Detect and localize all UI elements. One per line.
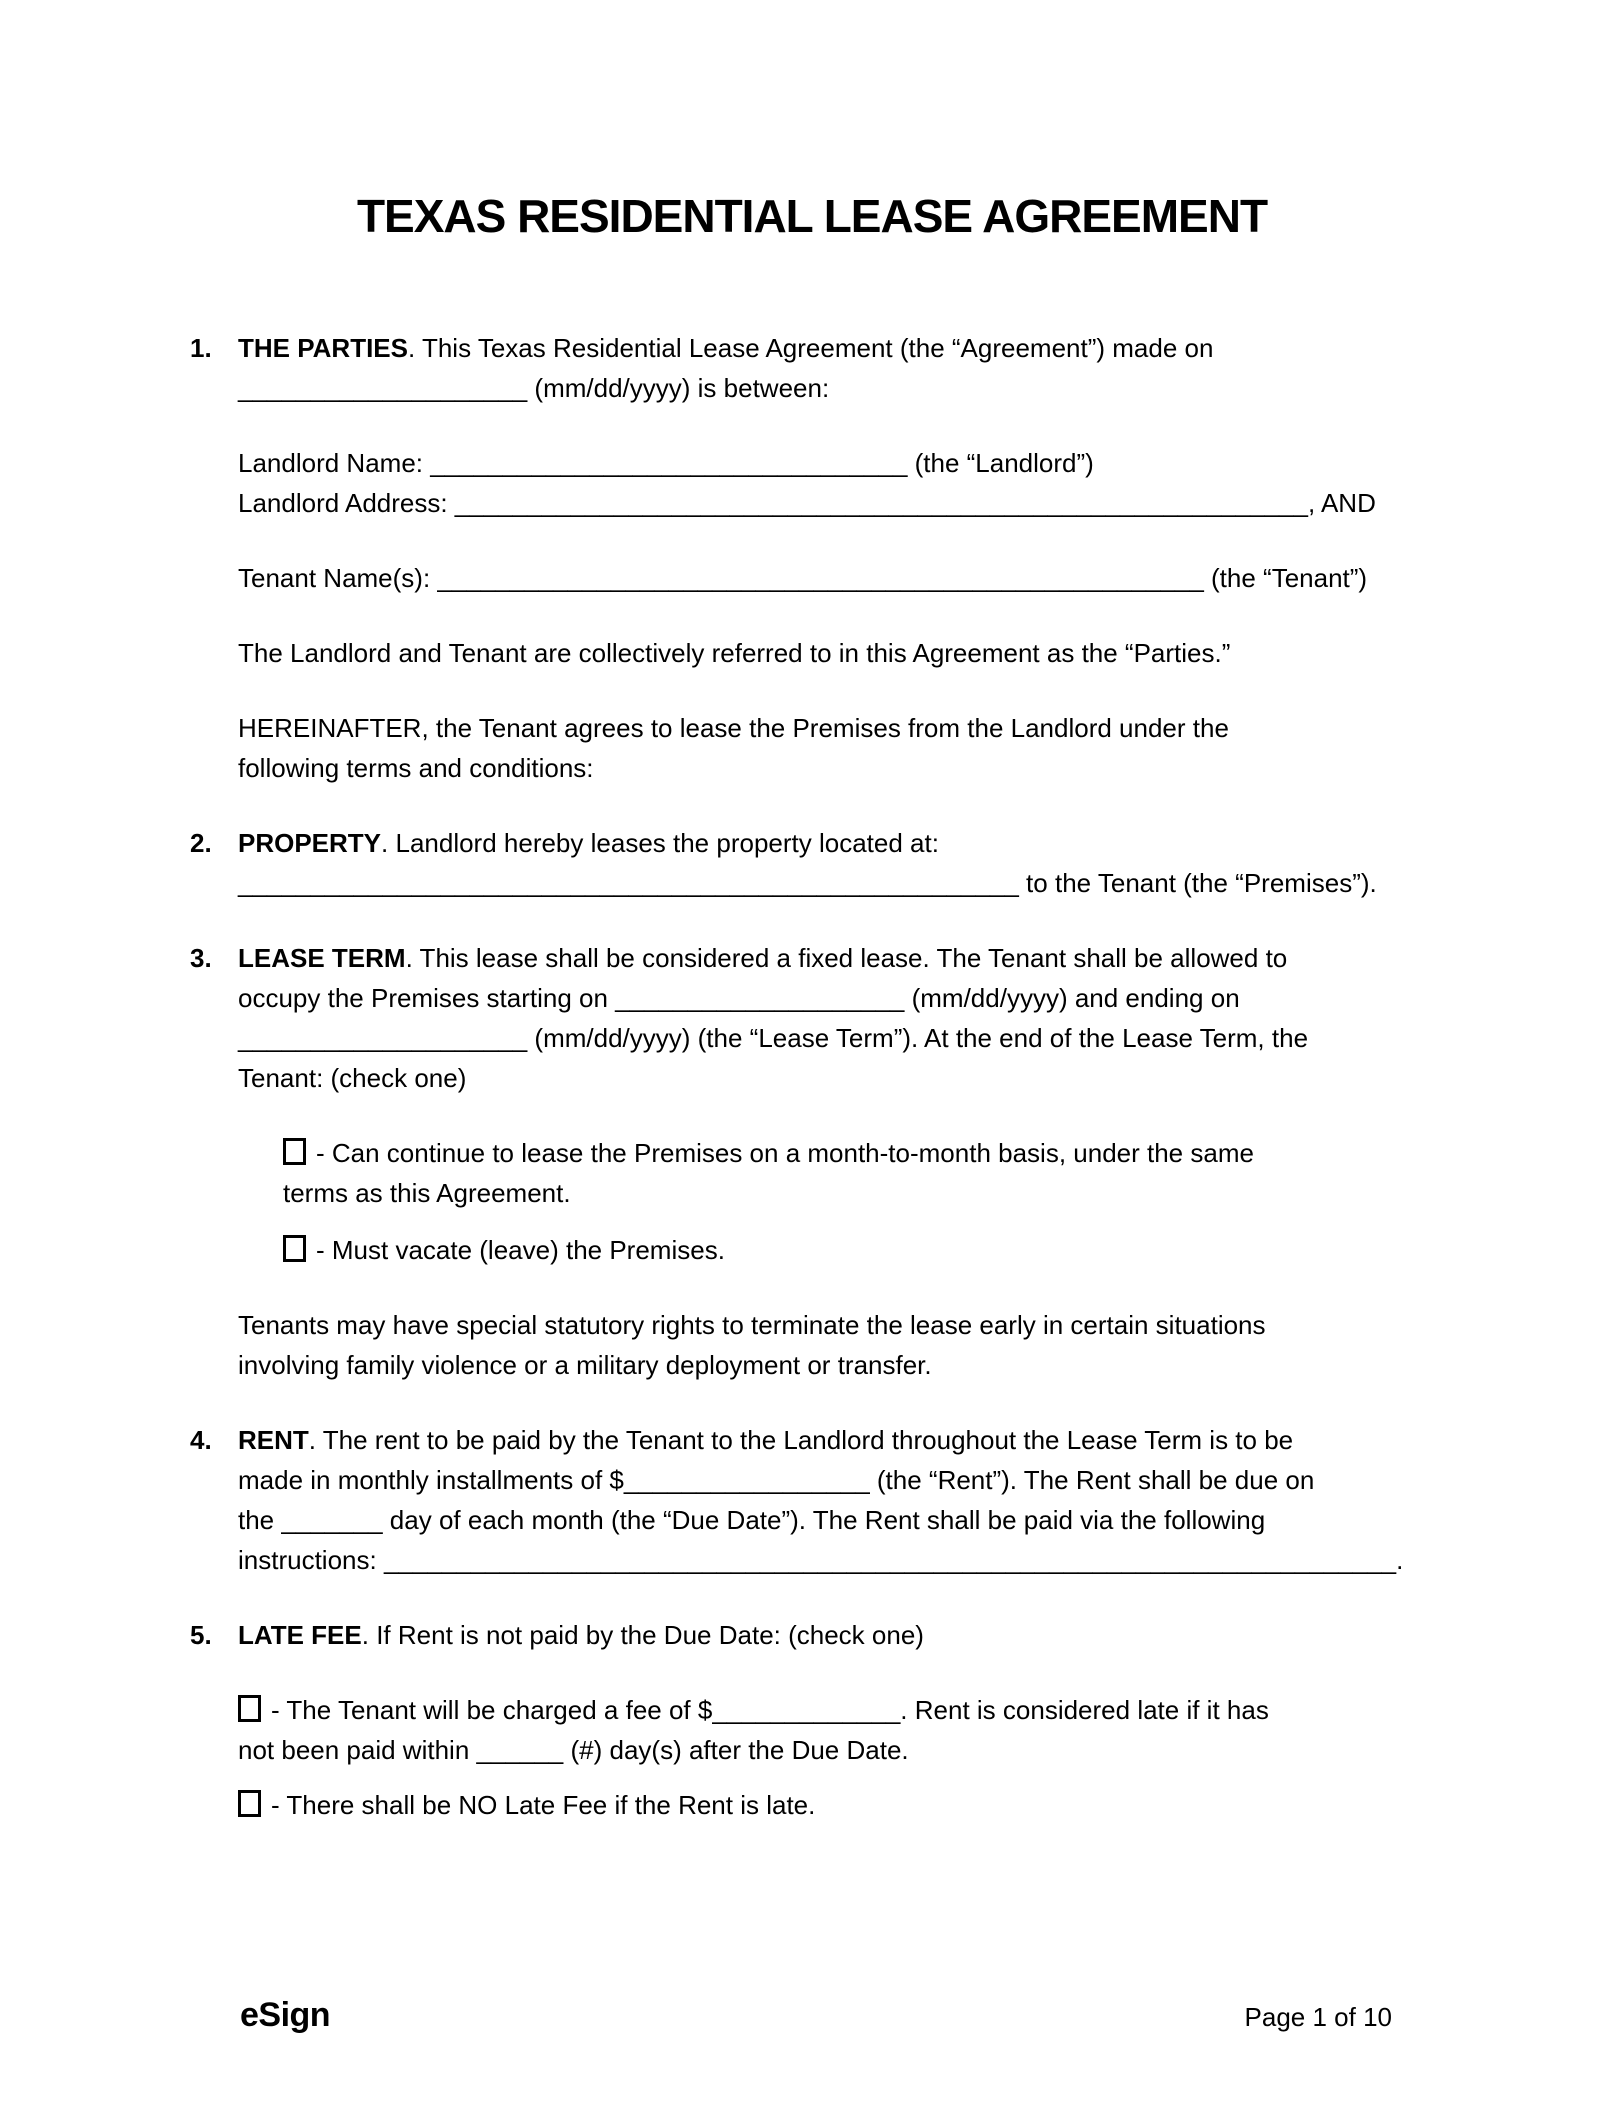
rent-instructions-line: instructions: ______________________________________________________________________.: [238, 1545, 1404, 1575]
lease-term-paragraph: [238, 938, 1434, 1098]
month-to-month-label-line-2: terms as this Agreement.: [283, 1178, 571, 1208]
month-to-month-checkbox[interactable]: [283, 1138, 306, 1165]
landlord-info-paragraph: [238, 443, 1434, 523]
esign-logo: eSign: [240, 1996, 331, 2034]
section-number: 2.: [190, 828, 212, 858]
late-fee-intro-text: . If Rent is not paid by the Due Date: (check one): [361, 1620, 924, 1650]
rent-intro-text: . The rent to be paid by the Tenant to the Landlord throughout the Lease Term is to be: [308, 1425, 1294, 1455]
no-late-fee-checkbox[interactable]: [238, 1790, 261, 1817]
landlord-name-line: Landlord Name: _________________________________ (the “Landlord”): [238, 448, 1094, 478]
section-heading: PROPERTY: [238, 828, 382, 858]
parties-intro-paragraph: [238, 328, 1434, 408]
rent-amount-line: made in monthly installments of $_________________ (the “Rent”). The Rent shall be due on: [238, 1465, 1315, 1495]
statutory-rights-line-2: involving family violence or a military deployment or transfer.: [238, 1350, 932, 1380]
section-number: 3.: [190, 943, 212, 973]
section-rent: [190, 1420, 1434, 1615]
section-number: 1.: [190, 333, 212, 363]
lease-end-line: ____________________ (mm/dd/yyyy) (the “Lease Term”). At the end of the Lease Term, the: [238, 1023, 1309, 1053]
lease-end-option-month-to-month: [283, 1133, 1434, 1213]
section-heading: RENT: [238, 1425, 309, 1455]
lease-start-line: occupy the Premises starting on ____________________ (mm/dd/yyyy) and ending on: [238, 983, 1240, 1013]
late-fee-charged-checkbox[interactable]: [238, 1695, 261, 1722]
no-late-fee-label: - There shall be NO Late Fee if the Rent is late.: [271, 1790, 816, 1820]
property-address-blank-line: ______________________________________________________ to the Tenant (the “Premises”).: [238, 868, 1377, 898]
check-one-line: Tenant: (check one): [238, 1063, 467, 1093]
late-fee-option-charged: [238, 1690, 1434, 1770]
lease-term-intro-text: . This lease shall be considered a fixed lease. The Tenant shall be allowed to: [405, 943, 1288, 973]
section-heading: LATE FEE: [238, 1620, 362, 1650]
late-fee-option-none: [238, 1785, 1434, 1825]
month-to-month-label-line-1: - Can continue to lease the Premises on a month-to-month basis, under the same: [316, 1138, 1254, 1168]
section-number: 5.: [190, 1620, 212, 1650]
parties-definition-paragraph: [238, 633, 1434, 673]
parties-intro-text: . This Texas Residential Lease Agreement (the “Agreement”) made on: [407, 333, 1214, 363]
late-fee-charged-label-line-1: - The Tenant will be charged a fee of $_____________. Rent is considered late if it has: [271, 1695, 1269, 1725]
section-late-fee: [190, 1615, 1434, 1825]
parties-definition-line: The Landlord and Tenant are collectively referred to in this Agreement as the “Parties.”: [238, 638, 1231, 668]
vacate-label: - Must vacate (leave) the Premises.: [316, 1235, 725, 1265]
section-number: 4.: [190, 1425, 212, 1455]
late-fee-paragraph: [238, 1615, 1434, 1655]
hereinafter-paragraph: [238, 708, 1434, 788]
hereinafter-line-1: HEREINAFTER, the Tenant agrees to lease the Premises from the Landlord under the: [238, 713, 1229, 743]
document-content: [190, 190, 1434, 1825]
vacate-checkbox[interactable]: [283, 1235, 306, 1262]
statutory-rights-paragraph: [238, 1305, 1434, 1385]
landlord-address-line: Landlord Address: ___________________________________________________________, AND: [238, 488, 1376, 518]
property-paragraph: [238, 823, 1434, 903]
document-title: TEXAS RESIDENTIAL LEASE AGREEMENT: [356, 190, 1268, 242]
section-lease-term: [190, 938, 1434, 1420]
section-property: [190, 823, 1434, 938]
page-footer: [240, 1995, 1392, 2037]
page-number: Page 1 of 10: [1244, 2002, 1392, 2032]
property-intro-text: . Landlord hereby leases the property located at:: [381, 828, 939, 858]
late-fee-charged-label-line-2: not been paid within ______ (#) day(s) after the Due Date.: [238, 1735, 909, 1765]
statutory-rights-line-1: Tenants may have special statutory rights to terminate the lease early in certain situations: [238, 1310, 1266, 1340]
section-heading: LEASE TERM: [238, 943, 406, 973]
rent-paragraph: [238, 1420, 1434, 1580]
tenant-info-paragraph: [238, 558, 1434, 598]
lease-end-option-vacate: [283, 1230, 1434, 1270]
tenant-name-line: Tenant Name(s): _____________________________________________________ (the “Tenant”): [238, 563, 1368, 593]
hereinafter-line-2: following terms and conditions:: [238, 753, 594, 783]
section-the-parties: [190, 328, 1434, 823]
agreement-date-blank-line: ____________________ (mm/dd/yyyy) is between:: [238, 373, 830, 403]
section-heading: THE PARTIES: [238, 333, 408, 363]
rent-due-date-line: the _______ day of each month (the “Due Date”). The Rent shall be paid via the following: [238, 1505, 1266, 1535]
